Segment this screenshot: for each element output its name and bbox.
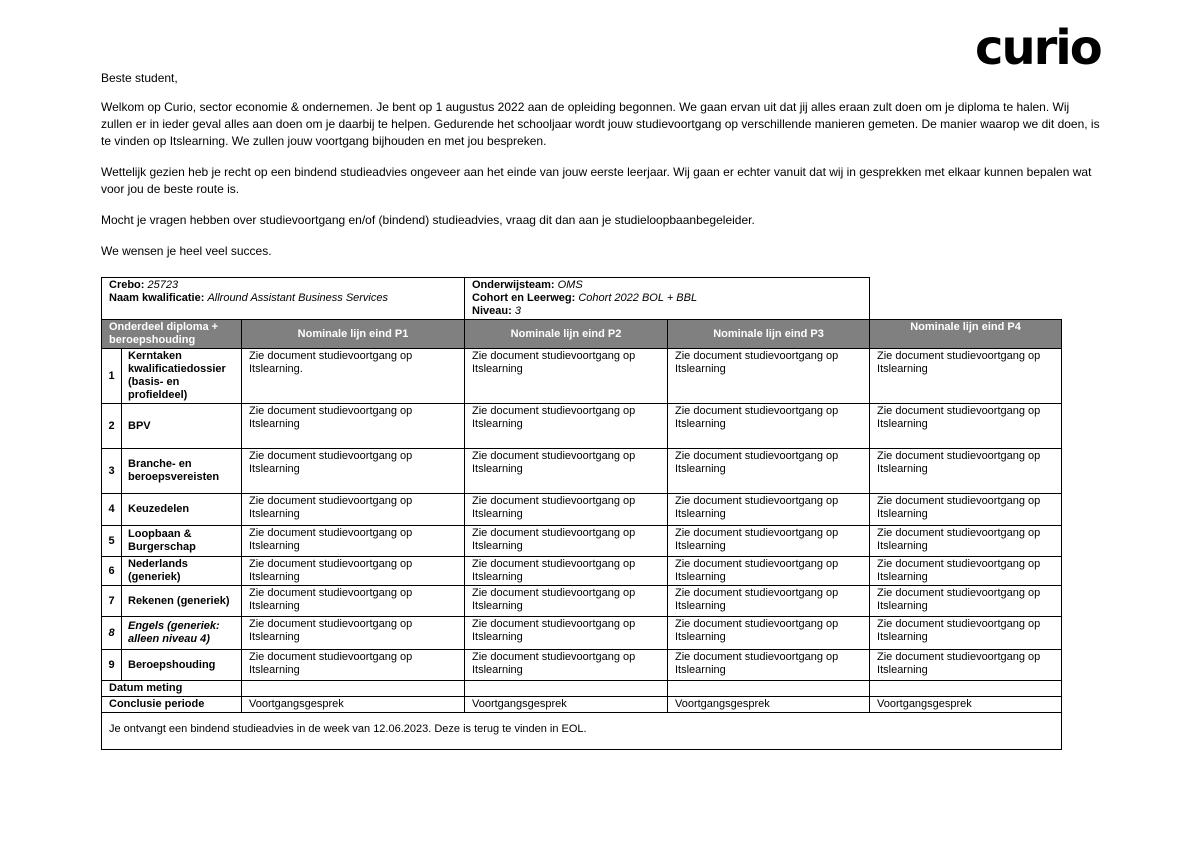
row-name: Engels (generiek: alleen niveau 4) [122, 617, 242, 650]
cell-p4: Zie document studievoortgang op Itslearning [870, 650, 1062, 681]
row-name: Loopbaan & Burgerschap [122, 526, 242, 557]
kwalificatie-value: Allround Assistant Business Services [207, 292, 388, 304]
table-row [102, 586, 1062, 617]
cell-p3: Zie document studievoortgang op Itslearning [668, 586, 870, 617]
cell-p1: Zie document studievoortgang op Itslearning [242, 449, 465, 494]
curio-logo: curio [975, 20, 1101, 76]
cell-p2: Zie document studievoortgang op Itslearning [465, 404, 668, 449]
row-name: Kerntaken kwalificatiedossier (basis- en profieldeel) [122, 349, 242, 404]
paragraph-welcome: Welkom op Curio, sector economie & ondernemen. Je bent op 1 augustus 2022 aan de opleiding begonnen. We gaan ervan uit dat jij alles eraan zult doen om je diploma te halen. Wij zullen er in ieder geval alles aan doen om je daarbij te helpen. Gedurende het schooljaar wordt jouw studievoortgang op verschillende manieren gemeten. De manier waarop we dit doen, is te vinden op Itslearning. We zullen jouw voortgang bijhouden en met jou bespreken. [101, 100, 1100, 148]
cell-p2: Zie document studievoortgang op Itslearning [465, 494, 668, 526]
row-name: Nederlands (generiek) [122, 557, 242, 586]
paragraph-studieadvies: Wettelijk gezien heb je recht op een bindend studieadvies ongeveer aan het einde van jouw eerste leerjaar. Wij gaan er echter vanuit dat wij in gesprekken met elkaar kunnen bepalen wat voor jou de beste route is. [101, 165, 1092, 196]
empty-corner [870, 278, 1062, 320]
cell-p2: Zie document studievoortgang op Itslearning [465, 349, 668, 404]
cell-p3: Zie document studievoortgang op Itslearning [668, 449, 870, 494]
cell-p1: Zie document studievoortgang op Itslearning. [242, 349, 465, 404]
cell-p3: Zie document studievoortgang op Itslearning [668, 349, 870, 404]
row-number: 6 [102, 557, 122, 586]
table-row [102, 404, 1062, 449]
cell-p4: Zie document studievoortgang op Itslearning [870, 449, 1062, 494]
cell-p1: Zie document studievoortgang op Itslearning [242, 526, 465, 557]
cell-p4: Zie document studievoortgang op Itslearning [870, 349, 1062, 404]
cell-p1: Zie document studievoortgang op Itslearning [242, 617, 465, 650]
row-name: Beroepshouding [122, 650, 242, 681]
footnote-row [102, 713, 1062, 750]
paragraph-vragen: Mocht je vragen hebben over studievoortgang en/of (bindend) studieadvies, vraag dit dan aan je studieloopbaanbegeleider. [101, 213, 755, 227]
row-number: 3 [102, 449, 122, 494]
info-right-cell [465, 278, 870, 320]
table-row [102, 617, 1062, 650]
conclusie-p4: Voortgangsgesprek [870, 697, 1062, 713]
table-row [102, 449, 1062, 494]
cell-p1: Zie document studievoortgang op Itslearning [242, 650, 465, 681]
datum-p3 [668, 681, 870, 697]
cell-p4: Zie document studievoortgang op Itslearning [870, 404, 1062, 449]
header-row [102, 320, 1062, 349]
cell-p1: Zie document studievoortgang op Itslearning [242, 404, 465, 449]
info-row [102, 278, 1062, 320]
row-name: Keuzedelen [122, 494, 242, 526]
table-row [102, 494, 1062, 526]
cell-p3: Zie document studievoortgang op Itslearning [668, 557, 870, 586]
team-value: OMS [557, 279, 583, 291]
cell-p3: Zie document studievoortgang op Itslearning [668, 617, 870, 650]
datum-p4 [870, 681, 1062, 697]
niveau-value: 3 [514, 305, 521, 317]
cell-p1: Zie document studievoortgang op Itslearning [242, 586, 465, 617]
cell-p4: Zie document studievoortgang op Itslearning [870, 526, 1062, 557]
header-p3: Nominale lijn eind P3 [668, 320, 870, 349]
conclusie-p3: Voortgangsgesprek [668, 697, 870, 713]
cell-p2: Zie document studievoortgang op Itslearning [465, 617, 668, 650]
cell-p2: Zie document studievoortgang op Itslearning [465, 650, 668, 681]
team-label: Onderwijsteam: [472, 279, 555, 291]
greeting: Beste student, [101, 71, 178, 85]
cell-p2: Zie document studievoortgang op Itslearning [465, 449, 668, 494]
table-row [102, 557, 1062, 586]
datum-p1 [242, 681, 465, 697]
conclusie-label: Conclusie periode [102, 697, 242, 713]
cell-p2: Zie document studievoortgang op Itslearning [465, 557, 668, 586]
table-row [102, 650, 1062, 681]
cell-p3: Zie document studievoortgang op Itslearning [668, 526, 870, 557]
table-row [102, 526, 1062, 557]
conclusie-p2: Voortgangsgesprek [465, 697, 668, 713]
conclusie-row [102, 697, 1062, 713]
row-number: 1 [102, 349, 122, 404]
cell-p2: Zie document studievoortgang op Itslearning [465, 526, 668, 557]
row-number: 7 [102, 586, 122, 617]
datum-row [102, 681, 1062, 697]
header-p4: Nominale lijn eind P4 [870, 320, 1062, 349]
header-onderdeel: Onderdeel diploma + beroepshouding [102, 320, 242, 349]
header-p2: Nominale lijn eind P2 [465, 320, 668, 349]
crebo-value: 25723 [147, 279, 179, 291]
cell-p2: Zie document studievoortgang op Itslearning [465, 586, 668, 617]
cell-p1: Zie document studievoortgang op Itslearning [242, 557, 465, 586]
datum-p2 [465, 681, 668, 697]
cohort-label: Cohort en Leerweg: [472, 292, 576, 304]
row-number: 8 [102, 617, 122, 650]
cell-p3: Zie document studievoortgang op Itslearning [668, 650, 870, 681]
row-name: BPV [122, 404, 242, 449]
cell-p4: Zie document studievoortgang op Itslearning [870, 557, 1062, 586]
cell-p1: Zie document studievoortgang op Itslearning [242, 494, 465, 526]
row-number: 2 [102, 404, 122, 449]
table-row [102, 349, 1062, 404]
row-number: 5 [102, 526, 122, 557]
voortgang-table [101, 277, 1062, 750]
kwalificatie-label: Naam kwalificatie: [109, 292, 205, 304]
cell-p4: Zie document studievoortgang op Itslearning [870, 494, 1062, 526]
footnote: Je ontvangt een bindend studieadvies in de week van 12.06.2023. Deze is terug te vinden in EOL. [102, 713, 1062, 750]
info-left-cell [102, 278, 465, 320]
cohort-value: Cohort 2022 BOL + BBL [578, 292, 698, 304]
row-name: Branche- en beroepsvereisten [122, 449, 242, 494]
cell-p4: Zie document studievoortgang op Itslearning [870, 586, 1062, 617]
row-number: 9 [102, 650, 122, 681]
header-p1: Nominale lijn eind P1 [242, 320, 465, 349]
row-name: Rekenen (generiek) [122, 586, 242, 617]
row-number: 4 [102, 494, 122, 526]
cell-p3: Zie document studievoortgang op Itslearning [668, 494, 870, 526]
closing: We wensen je heel veel succes. [101, 244, 272, 258]
cell-p3: Zie document studievoortgang op Itslearning [668, 404, 870, 449]
letter-body [101, 70, 1101, 274]
datum-label: Datum meting [102, 681, 242, 697]
crebo-label: Crebo: [109, 279, 145, 291]
niveau-label: Niveau: [472, 305, 512, 317]
conclusie-p1: Voortgangsgesprek [242, 697, 465, 713]
cell-p4: Zie document studievoortgang op Itslearning [870, 617, 1062, 650]
